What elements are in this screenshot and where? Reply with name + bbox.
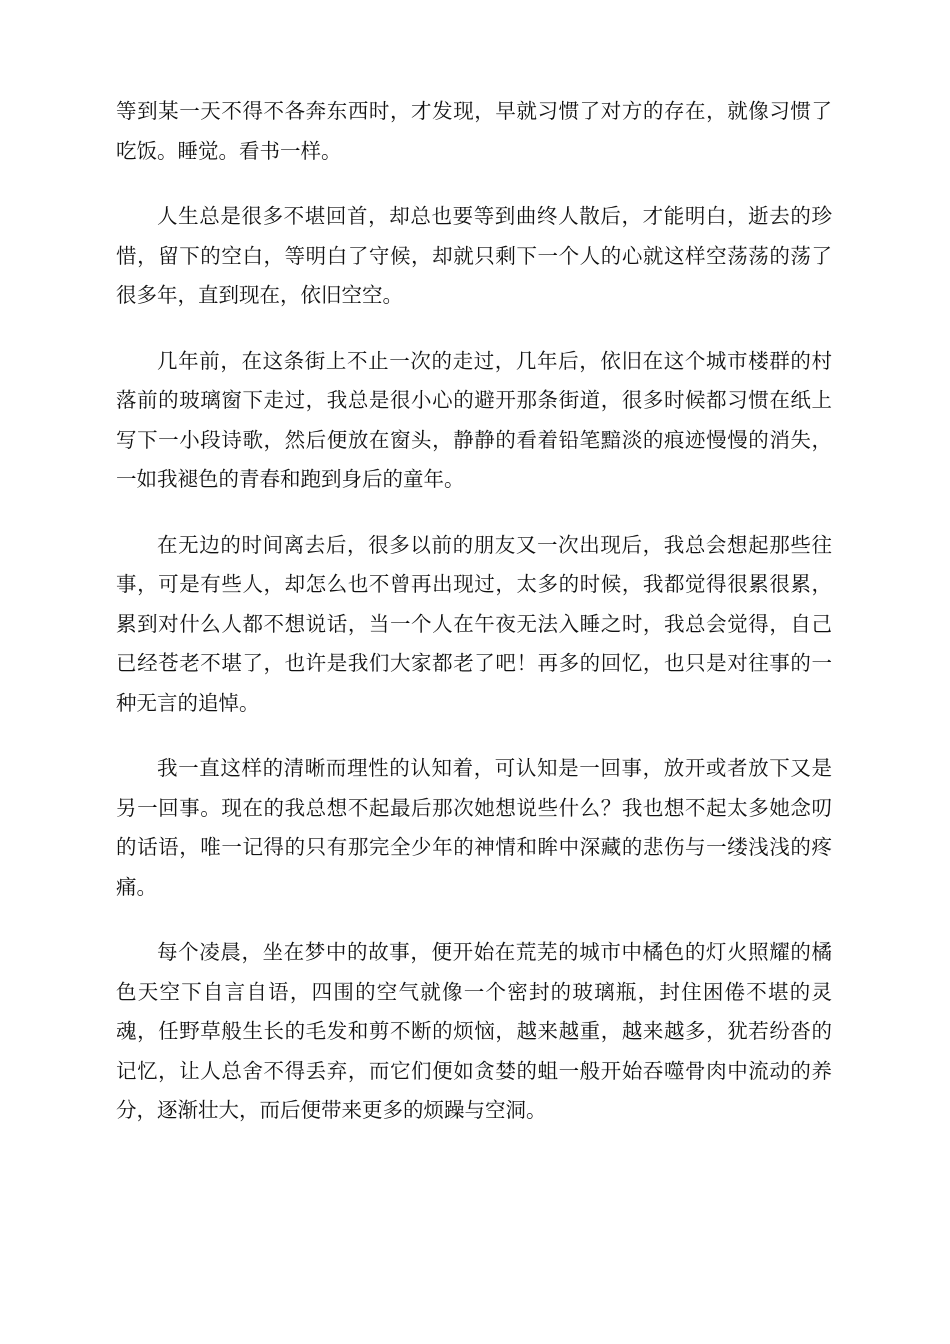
paragraph: 我一直这样的清晰而理性的认知着，可认知是一回事，放开或者放下又是另一回事。现在的我总想不起最后那次她想说些什么？我也想不起太多她念叨的话语，唯一记得的只有那完全少年的神情和眸中深藏的悲伤与一缕浅浅的疼痛。 [116,756,832,899]
paragraph: 每个凌晨，坐在梦中的故事，便开始在荒芜的城市中橘色的灯火照耀的橘色天空下自言自语，四围的空气就像一个密封的玻璃瓶，封住困倦不堪的灵魂，任野草般生长的毛发和剪不断的烦恼，越来越重，越来越多，犹若纷沓的记忆，让人总舍不得丢弃，而它们便如贪婪的蛆一般开始吞噬骨肉中流动的养分，逐渐壮大，而后便带来更多的烦躁与空洞。 [116,940,832,1122]
paragraph: 在无边的时间离去后，很多以前的朋友又一次出现后，我总会想起那些往事，可是有些人，却怎么也不曾再出现过，太多的时候，我都觉得很累很累，累到对什么人都不想说话，当一个人在午夜无法入睡之时，我总会觉得，自己已经苍老不堪了，也许是我们大家都老了吧！再多的回忆，也只是对往事的一种无言的追悼。 [116,532,832,715]
paragraph: 等到某一天不得不各奔东西时，才发现，早就习惯了对方的存在，就像习惯了吃饭。睡觉。看书一样。 [116,99,832,163]
document-body [116,92,832,1157]
paragraph: 几年前，在这条街上不止一次的走过，几年后，依旧在这个城市楼群的村落前的玻璃窗下走过，我总是很小心的避开那条街道，很多时候都习惯在纸上写下一小段诗歌，然后便放在窗头，静静的看着铅笔黯淡的痕迹慢慢的消失，一如我褪色的青春和跑到身后的童年。 [116,348,832,491]
paragraph: 人生总是很多不堪回首，却总也要等到曲终人散后，才能明白，逝去的珍惜，留下的空白，等明白了守候，却就只剩下一个人的心就这样空荡荡的荡了很多年，直到现在，依旧空空。 [116,204,832,307]
